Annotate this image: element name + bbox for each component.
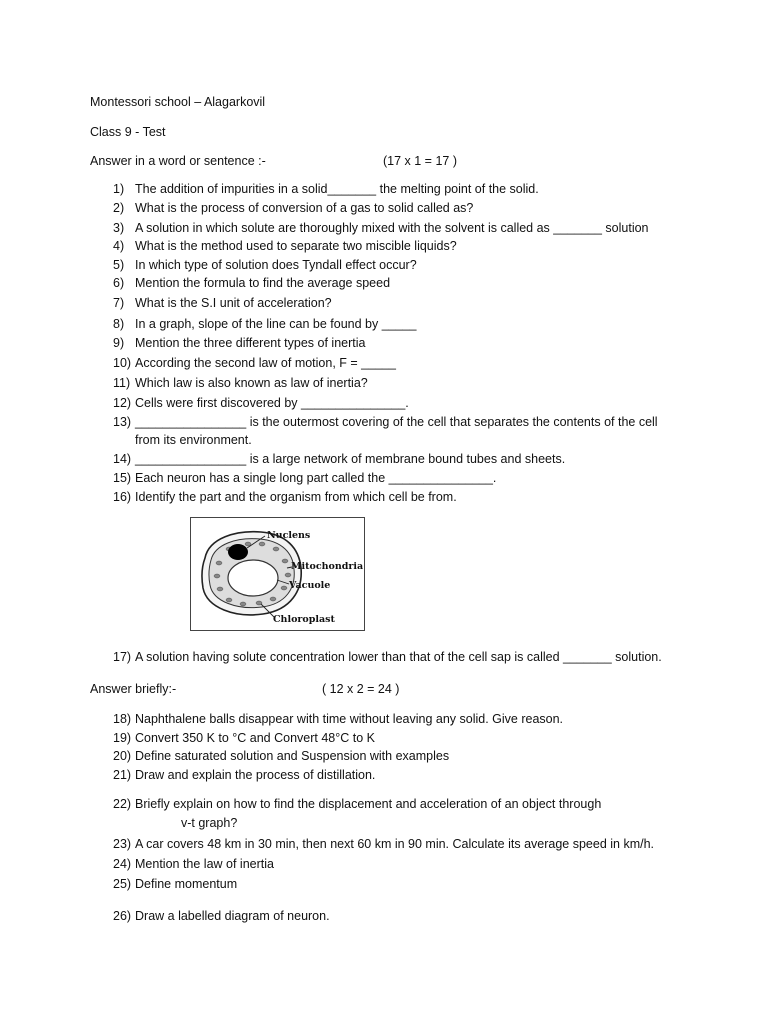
question-text: What is the process of conversion of a gas to solid called as? — [135, 201, 474, 215]
question-number: 24) — [113, 857, 132, 871]
question-6 — [113, 276, 390, 290]
nucleus-shape — [228, 544, 248, 560]
question-20 — [113, 749, 449, 763]
question-22-continuation: v-t graph? — [181, 816, 238, 830]
question-text: What is the method used to separate two miscible liquids? — [135, 239, 457, 253]
vacuole-shape — [228, 560, 278, 596]
question-3 — [113, 221, 649, 235]
section2-marks: ( 12 x 2 = 24 ) — [322, 682, 400, 696]
question-number: 5) — [113, 258, 125, 272]
question-23 — [113, 837, 654, 851]
question-number: 21) — [113, 768, 132, 782]
question-number: 25) — [113, 877, 132, 891]
question-number: 18) — [113, 712, 132, 726]
question-text: ________________ is the outermost covering of the cell that separates the contents of the cell — [135, 415, 658, 429]
question-13 — [113, 415, 658, 429]
question-text: In which type of solution does Tyndall effect occur? — [135, 258, 417, 272]
question-text: Draw and explain the process of distillation. — [135, 768, 376, 782]
label-chloroplast: Chloroplast — [273, 614, 335, 625]
question-26 — [113, 909, 330, 923]
question-text: The addition of impurities in a solid_______ the melting point of the solid. — [135, 182, 539, 196]
question-text: Cells were first discovered by _______________. — [135, 396, 409, 410]
question-text: A car covers 48 km in 30 min, then next 60 km in 90 min. Calculate its average speed in km/h. — [135, 837, 655, 851]
plant-cell-figure — [190, 517, 365, 631]
question-number: 11) — [113, 376, 131, 390]
question-number: 15) — [113, 471, 132, 485]
question-text: Mention the law of inertia — [135, 857, 274, 871]
question-number: 17) — [113, 650, 132, 664]
question-8 — [113, 317, 416, 331]
question-text: Briefly explain on how to find the displacement and acceleration of an object through — [135, 797, 602, 811]
question-number: 12) — [113, 396, 132, 410]
question-text: ________________ is a large network of membrane bound tubes and sheets. — [135, 452, 566, 466]
question-number: 3) — [113, 221, 125, 235]
question-number: 19) — [113, 731, 132, 745]
question-11 — [113, 376, 368, 390]
question-number: 1) — [113, 182, 125, 196]
question-number: 23) — [113, 837, 132, 851]
question-19 — [113, 731, 375, 745]
question-24 — [113, 857, 274, 871]
question-9 — [113, 336, 365, 350]
question-number: 9) — [113, 336, 125, 350]
question-17 — [113, 650, 662, 664]
label-mitochondria: Mitochondria — [291, 561, 364, 572]
question-number: 2) — [113, 201, 125, 215]
question-21 — [113, 768, 375, 782]
question-18 — [113, 712, 563, 726]
question-25 — [113, 877, 237, 891]
question-14 — [113, 452, 565, 466]
question-text: A solution having solute concentration lower than that of the cell sap is called _______ solution. — [135, 650, 662, 664]
question-13-continuation: from its environment. — [135, 433, 252, 447]
question-1 — [113, 182, 539, 196]
question-text: What is the S.I unit of acceleration? — [135, 296, 332, 310]
question-text: Naphthalene balls disappear with time without leaving any solid. Give reason. — [135, 712, 564, 726]
section1-marks: (17 x 1 = 17 ) — [383, 154, 457, 168]
question-number: 16) — [113, 490, 132, 504]
section1-instruction: Answer in a word or sentence :- — [90, 154, 266, 168]
label-nucleus: Nuclens — [267, 530, 311, 541]
question-number: 4) — [113, 239, 125, 253]
question-7 — [113, 296, 332, 310]
question-number: 6) — [113, 276, 125, 290]
question-text: Mention the three different types of inertia — [135, 336, 366, 350]
question-number: 20) — [113, 749, 132, 763]
class-test-title: Class 9 - Test — [90, 125, 166, 139]
section2-instruction: Answer briefly:- — [90, 682, 177, 696]
question-12 — [113, 396, 409, 410]
question-text: Mention the formula to find the average speed — [135, 276, 391, 290]
question-15 — [113, 471, 496, 485]
question-16 — [113, 490, 457, 504]
question-text: Define saturated solution and Suspension with examples — [135, 749, 450, 763]
question-text: According the second law of motion, F = _____ — [135, 356, 396, 370]
question-number: 7) — [113, 296, 125, 310]
question-10 — [113, 356, 396, 370]
question-number: 22) — [113, 797, 132, 811]
question-2 — [113, 201, 473, 215]
question-text: Convert 350 K to °C and Convert 48°C to K — [135, 731, 375, 745]
question-22 — [113, 797, 601, 811]
question-number: 26) — [113, 909, 132, 923]
question-text: Define momentum — [135, 877, 238, 891]
question-text: In a graph, slope of the line can be found by _____ — [135, 317, 417, 331]
question-number: 13) — [113, 415, 132, 429]
question-text: Draw a labelled diagram of neuron. — [135, 909, 330, 923]
question-text: Which law is also known as law of inertia? — [135, 376, 368, 390]
label-vacuole: Vacuole — [289, 580, 331, 591]
question-number: 10) — [113, 356, 132, 370]
question-text: A solution in which solute are thoroughly mixed with the solvent is called as _______ solution — [135, 221, 649, 235]
question-4 — [113, 239, 457, 253]
question-5 — [113, 258, 417, 272]
question-number: 8) — [113, 317, 125, 331]
question-number: 14) — [113, 452, 132, 466]
plant-cell-diagram — [191, 518, 364, 630]
question-text: Identify the part and the organism from which cell be from. — [135, 490, 457, 504]
school-name: Montessori school – Alagarkovil — [90, 95, 266, 109]
question-text: Each neuron has a single long part called the _______________. — [135, 471, 497, 485]
